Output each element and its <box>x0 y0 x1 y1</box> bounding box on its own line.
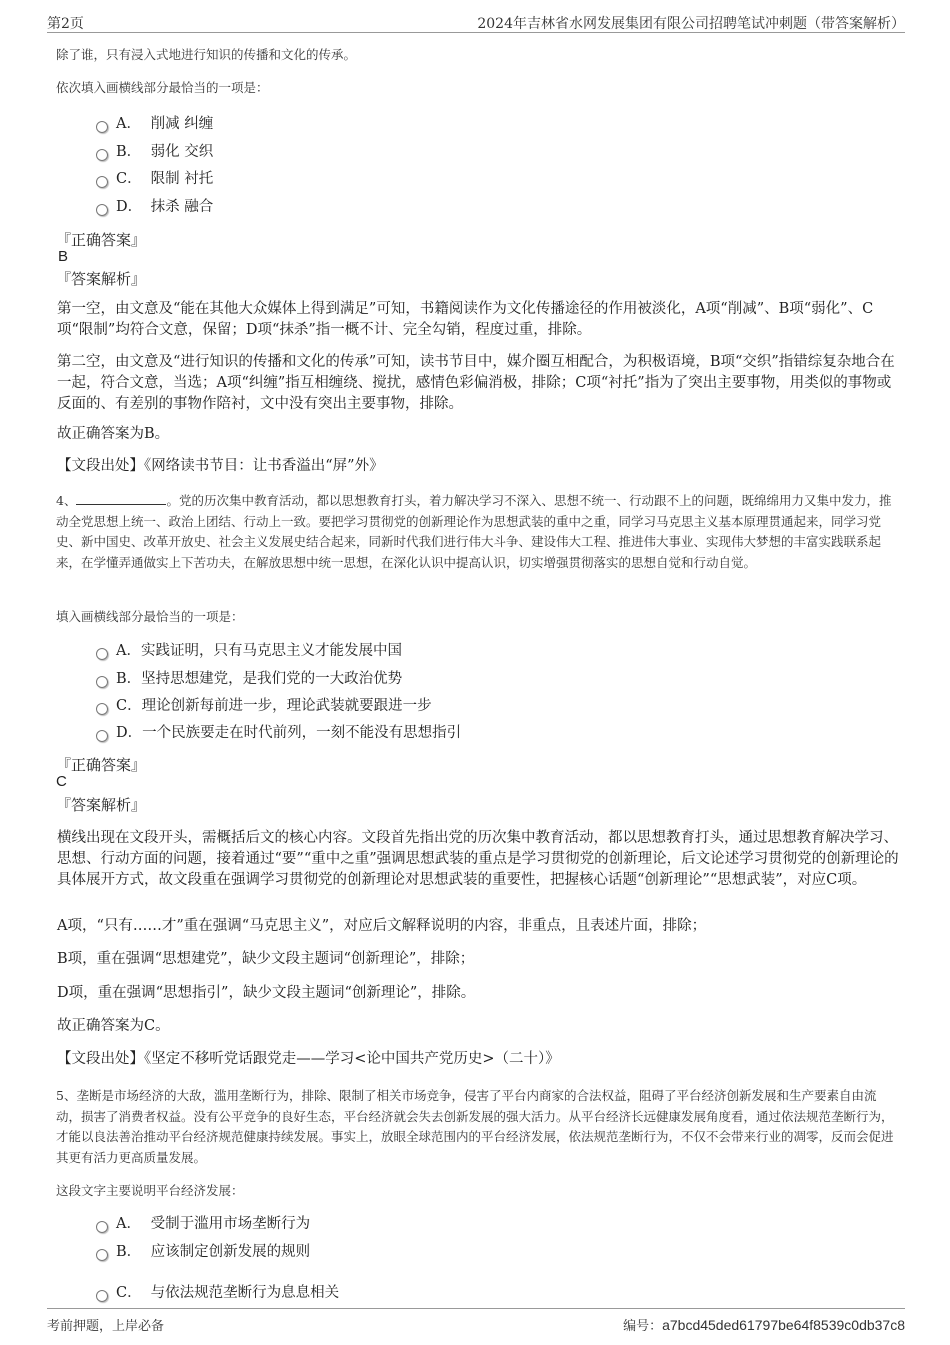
option-a[interactable]: A． 受制于滥用市场垄断行为 <box>96 1214 310 1234</box>
answer-label: 『正确答案』 <box>56 756 147 774</box>
radio-icon[interactable] <box>96 1290 108 1302</box>
option-b[interactable]: B． 弱化 交织 <box>96 142 213 162</box>
fill-blank <box>76 490 166 505</box>
source-citation: 【文段出处】《坚定不移听党话跟党走——学习<论中国共产党历史>（二十）》 <box>57 1051 560 1067</box>
question-number: 5、 <box>56 1088 77 1103</box>
document-title: 2024年吉林省水网发展集团有限公司招聘笔试冲刺题（带答案解析） <box>477 16 905 32</box>
radio-icon[interactable] <box>96 121 108 133</box>
question-stem: 4、 。党的历次集中教育活动，都以思想教育打头，着力解决学习不深入、思想不统一、行动跟不上的问题，既绵绵用力又集中发力，推动全党思想上统一、政治上团结、行动上一致。要把学习贯彻党的创新理论作为思想武装的重中之重，同学习马克思主义基本原理贯通起来，同学习党史、新中国史、改革开放史、社会主义发展史结合起来，同新时代我们进行伟大斗争、建设伟大工程、推进伟大事业、实现伟大梦想的丰富实践联系起来，在学懂弄通做实上下苦功夫，在解放思想中统一思想，在深化认识中提高认识，切实增强贯彻落实的思想自觉和行动自觉。 <box>56 490 898 573</box>
analysis-paragraph: A项，“只有……才”重在强调“马克思主义”，对应后文解释说明的内容，非重点，且表述片面，排除； <box>57 918 707 934</box>
page-number: 第2页 <box>47 16 84 32</box>
analysis-conclusion: 故正确答案为B。 <box>57 426 170 442</box>
option-a[interactable]: A． 削减 纠缠 <box>96 114 213 134</box>
source-citation: 【文段出处】《网络读书节目：让书香溢出“屏”外》 <box>57 458 384 474</box>
footer-slogan: 考前押题，上岸必备 <box>47 1319 165 1334</box>
analysis-paragraph: 第一空，由文意及“能在其他大众媒体上得到满足”可知，书籍阅读作为文化传播途径的作用被淡化，A项“削减”、B项“弱化”、C项“限制”均符合文意，保留；D项“抹杀”指一概不计、完全勾销，程度过重，排除。 <box>57 301 874 338</box>
answer-label: 『正确答案』 <box>56 231 147 249</box>
radio-icon[interactable] <box>96 1221 108 1233</box>
analysis-label: 『答案解析』 <box>56 796 147 814</box>
page-header <box>47 10 905 33</box>
analysis-paragraph: 第二空，由文意及“进行知识的传播和文化的传承”可知，读书节目中，媒介圈互相配合，为积极语境，B项“交织”指错综复杂地合在一起，符合文意，当选；A项“纠缠”指互相缠绕、搅扰，感情色彩偏消极，排除；C项“衬托”指为了突出主要事物，用类似的事物或反面的、有差别的事物作陪衬，文中没有突出主要事物，排除。 <box>57 354 895 412</box>
radio-icon[interactable] <box>96 703 108 715</box>
option-c[interactable]: C． 与依法规范垄断行为息息相关 <box>96 1283 339 1303</box>
question-prompt: 依次填入画横线部分最恰当的一项是： <box>56 80 269 95</box>
document-id: 编号：a7bcd45ded61797be64f8539c0db37c8 <box>623 1317 905 1334</box>
question-stem: 5、垄断是市场经济的大敌，滥用垄断行为，排除、限制了相关市场竞争，侵害了平台内商家的合法权益，阻碍了平台经济创新发展和生产要素自由流动，损害了消费者权益。没有公平竞争的良好生态，平台经济就会失去创新发展的强大活力。从平台经济长远健康发展角度看，通过依法规范垄断行为，才能以良法善治推动平台经济规范健康持续发展。事实上，放眼全球范围内的平台经济发展，依法规范垄断行为，不仅不会带来行业的凋零，反而会促进其更有活力更高质量发展。 <box>56 1088 894 1165</box>
passage-tail: 除了谁，只有浸入式地进行知识的传播和文化的传承。 <box>56 47 357 62</box>
analysis-conclusion: 故正确答案为C。 <box>57 1018 170 1034</box>
radio-icon[interactable] <box>96 204 108 216</box>
radio-icon[interactable] <box>96 676 108 688</box>
page-footer <box>47 1308 905 1339</box>
radio-icon[interactable] <box>96 648 108 660</box>
option-c[interactable]: C． 限制 衬托 <box>96 169 213 189</box>
option-b[interactable]: B． 应该制定创新发展的规则 <box>96 1242 310 1262</box>
option-a[interactable]: A．实践证明，只有马克思主义才能发展中国 <box>96 641 402 661</box>
correct-answer: C <box>56 773 67 790</box>
radio-icon[interactable] <box>96 730 108 742</box>
radio-icon[interactable] <box>96 1249 108 1261</box>
analysis-label: 『答案解析』 <box>56 270 147 288</box>
radio-icon[interactable] <box>96 176 108 188</box>
option-d[interactable]: D． 抹杀 融合 <box>96 197 213 217</box>
option-d[interactable]: D．一个民族要走在时代前列，一刻不能没有思想指引 <box>96 723 461 743</box>
radio-icon[interactable] <box>96 149 108 161</box>
question-prompt: 填入画横线部分最恰当的一项是： <box>56 609 244 624</box>
question-number: 4、 <box>56 493 77 508</box>
analysis-paragraph: B项，重在强调“思想建党”，缺少文段主题词“创新理论”，排除； <box>57 951 475 967</box>
question-prompt: 这段文字主要说明平台经济发展： <box>56 1183 244 1198</box>
option-c[interactable]: C．理论创新每前进一步，理论武装就要跟进一步 <box>96 696 432 716</box>
analysis-paragraph: D项，重在强调“思想指引”，缺少文段主题词“创新理论”，排除。 <box>57 985 476 1001</box>
analysis-paragraph: 横线出现在文段开头，需概括后文的核心内容。文段首先指出党的历次集中教育活动，都以思想教育打头，通过思想教育解决学习、思想、行动方面的问题，接着通过“要”“重中之重”强调思想武装的重点是学习贯彻党的创新理论，后文论述学习贯彻党的创新理论的具体展开方式，故文段重在强调学习贯彻党的创新理论对思想武装的重要性，把握核心话题“创新理论”“思想武装”，对应C项。 <box>57 830 899 888</box>
correct-answer: B <box>58 248 69 265</box>
option-b[interactable]: B．坚持思想建党，是我们党的一大政治优势 <box>96 669 402 689</box>
